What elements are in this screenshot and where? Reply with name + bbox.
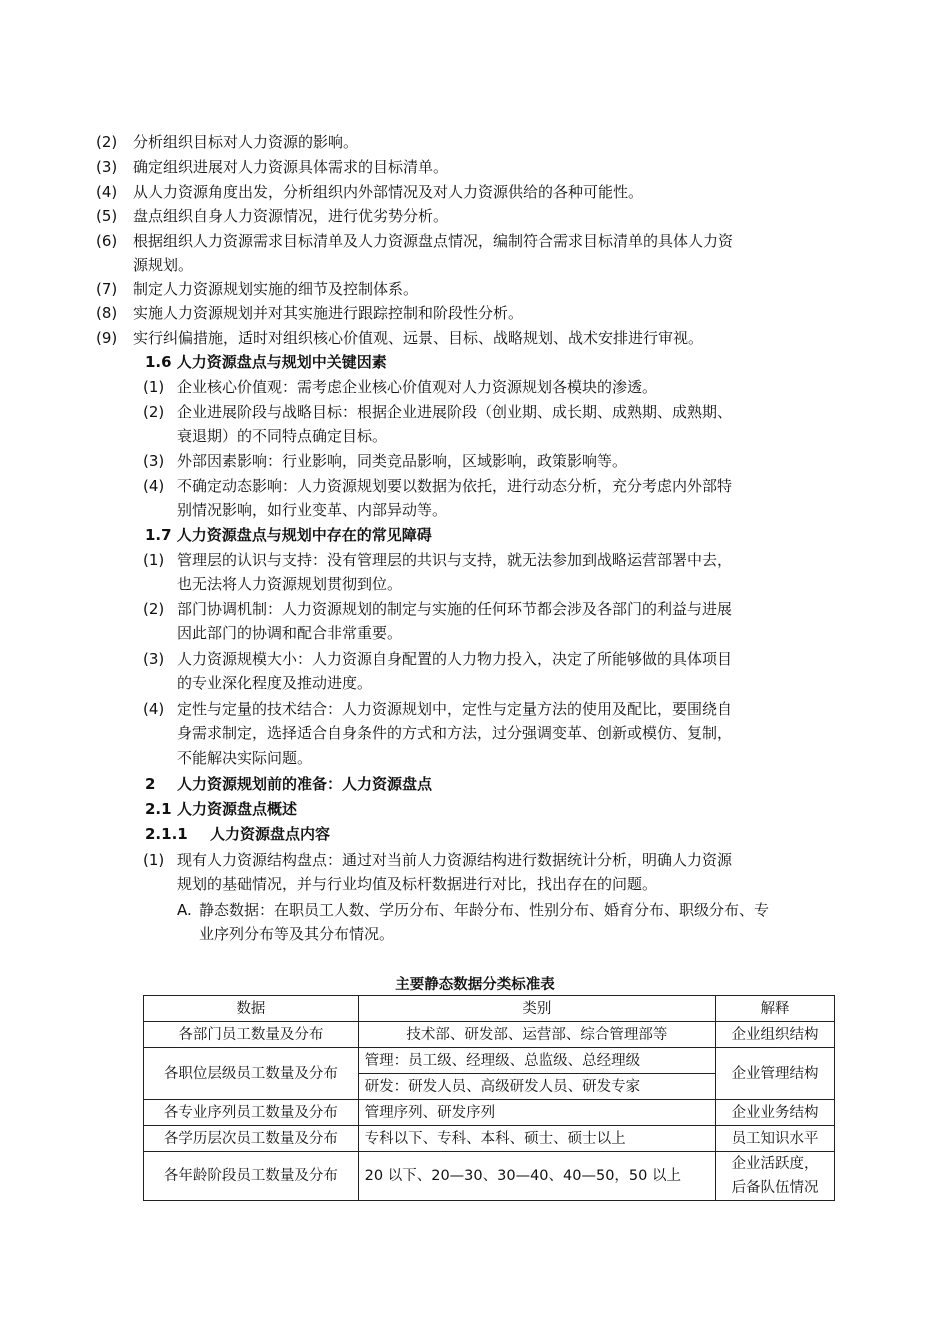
step-text: 盘点组织自身人力资源情况，进行优劣势分析。	[133, 207, 449, 225]
step-number: (3)	[96, 158, 118, 176]
item-text: 企业核心价值观：需考虑企业核心价值观对人力资源规划各模块的渗透。	[177, 378, 658, 396]
step-text: 根据组织人力资源需求目标清单及人力资源盘点情况，编制符合需求目标清单的具体人力资	[133, 232, 734, 250]
item-number: (1)	[143, 551, 165, 569]
item-text: 部门协调机制：人力资源规划的制定与实施的任何环节都会涉及各部门的利益与进展	[177, 600, 733, 618]
static-data-table	[143, 995, 835, 1201]
item-text: 定性与定量的技术结合：人力资源规划中，定性与定量方法的使用及配比，要围绕自	[177, 700, 733, 718]
table-cell: 企业业务结构	[716, 1100, 835, 1126]
item-text-continued: 衰退期）的不同特点确定目标。	[177, 427, 388, 445]
item-text-continued: 身需求制定，选择适合自身条件的方式和方法，过分强调变革、创新或模仿、复制，	[177, 724, 733, 742]
section-heading-2-1-1: 人力资源盘点内容	[210, 825, 331, 843]
step-text: 分析组织目标对人力资源的影响。	[133, 133, 359, 151]
sub-item-text-continued: 业序列分布等及其分布情况。	[199, 925, 395, 943]
table-title: 主要静态数据分类标准表	[395, 977, 555, 993]
section-number-2-1-1: 2.1.1	[145, 825, 188, 843]
item-text: 人力资源规模大小：人力资源自身配置的人力物力投入，决定了所能够做的具体项目	[177, 650, 733, 668]
step-number: (7)	[96, 280, 118, 298]
step-text: 实施人力资源规划并对其实施进行跟踪控制和阶段性分析。	[133, 304, 524, 322]
table-row	[144, 1100, 835, 1126]
table-cell: 各专业序列员工数量及分布	[144, 1100, 359, 1126]
item-text: 外部因素影响：行业影响，同类竞品影响，区域影响，政策影响等。	[177, 452, 628, 470]
table-header-cell: 解释	[716, 996, 835, 1022]
step-number: (5)	[96, 207, 118, 225]
item-text-continued: 也无法将人力资源规划贯彻到位。	[177, 575, 403, 593]
table-cell: 各职位层级员工数量及分布	[144, 1048, 359, 1100]
table-cell: 管理：员工级、经理级、总监级、总经理级	[358, 1048, 715, 1074]
table-cell-multiline	[716, 1152, 835, 1201]
table-cell-line: 企业活跃度，	[731, 1156, 819, 1172]
item-text-continued: 的专业深化程度及推动进度。	[177, 674, 373, 692]
item-text: 不确定动态影响：人力资源规划要以数据为依托，进行动态分析，充分考虑内外部特	[177, 477, 733, 495]
step-text: 从人力资源角度出发，分析组织内外部情况及对人力资源供给的各种可能性。	[133, 183, 644, 201]
item-number: (2)	[143, 403, 165, 421]
item-text: 企业进展阶段与战略目标：根据企业进展阶段（创业期、成长期、成熟期、成熟期、	[177, 403, 733, 421]
item-number: (1)	[143, 851, 165, 869]
step-text: 确定组织进展对人力资源具体需求的目标清单。	[133, 158, 449, 176]
item-number: (2)	[143, 600, 165, 618]
table-cell: 技术部、研发部、运营部、综合管理部等	[358, 1022, 715, 1048]
table-cell: 研发：研发人员、高级研发人员、研发专家	[358, 1074, 715, 1100]
table-row	[144, 1152, 835, 1201]
table-header-cell: 数据	[144, 996, 359, 1022]
sub-item-text: 静态数据：在职员工人数、学历分布、年龄分布、性别分布、婚育分布、职级分布、专	[199, 901, 770, 919]
table-cell: 各学历层次员工数量及分布	[144, 1126, 359, 1152]
table-cell: 专科以下、专科、本科、硕士、硕士以上	[358, 1126, 715, 1152]
table-header-row	[144, 996, 835, 1022]
step-number: (2)	[96, 133, 118, 151]
section-number-2: 2	[145, 775, 156, 793]
table-header-cell: 类别	[358, 996, 715, 1022]
item-text-continued: 规划的基础情况，并与行业均值及标杆数据进行对比，找出存在的问题。	[177, 875, 658, 893]
item-number: (1)	[143, 378, 165, 396]
table-cell: 各部门员工数量及分布	[144, 1022, 359, 1048]
step-number: (6)	[96, 232, 118, 250]
item-text-continued: 因此部门的协调和配合非常重要。	[177, 624, 403, 642]
item-text-continued: 别情况影响，如行业变革、内部异动等。	[177, 501, 448, 519]
table-cell: 管理序列、研发序列	[358, 1100, 715, 1126]
step-text-continued: 源规划。	[133, 256, 194, 274]
sub-item-label: A.	[177, 901, 192, 919]
item-number: (4)	[143, 700, 165, 718]
item-text: 现有人力资源结构盘点：通过对当前人力资源结构进行数据统计分析，明确人力资源	[177, 851, 733, 869]
item-number: (4)	[143, 477, 165, 495]
item-number: (3)	[143, 452, 165, 470]
step-number: (4)	[96, 183, 118, 201]
section-heading-2: 人力资源规划前的准备：人力资源盘点	[177, 775, 433, 793]
table-cell-line: 后备队伍情况	[731, 1180, 819, 1196]
table-cell: 各年龄阶段员工数量及分布	[144, 1152, 359, 1201]
table-row	[144, 1048, 835, 1074]
section-heading-2-1: 人力资源盘点概述	[177, 800, 298, 818]
table-row	[144, 1126, 835, 1152]
item-number: (3)	[143, 650, 165, 668]
table-cell: 员工知识水平	[716, 1126, 835, 1152]
table-cell: 企业组织结构	[716, 1022, 835, 1048]
step-text: 制定人力资源规划实施的细节及控制体系。	[133, 280, 419, 298]
section-heading-1-7: 1.7 人力资源盘点与规划中存在的常见障碍	[145, 526, 432, 544]
item-text: 管理层的认识与支持：没有管理层的共识与支持，就无法参加到战略运营部署中去，	[177, 551, 733, 569]
step-number: (8)	[96, 304, 118, 322]
table-cell: 20 以下、20—30、30—40、40—50，50 以上	[358, 1152, 715, 1201]
item-text-continued: 不能解决实际问题。	[177, 749, 313, 767]
section-heading-1-6: 1.6 人力资源盘点与规划中关键因素	[145, 353, 387, 371]
table-cell: 企业管理结构	[716, 1048, 835, 1100]
step-number: (9)	[96, 329, 118, 347]
table-row	[144, 1022, 835, 1048]
section-number-2-1: 2.1	[145, 800, 172, 818]
step-text: 实行纠偏措施，适时对组织核心价值观、远景、目标、战略规划、战术安排进行审视。	[133, 329, 704, 347]
